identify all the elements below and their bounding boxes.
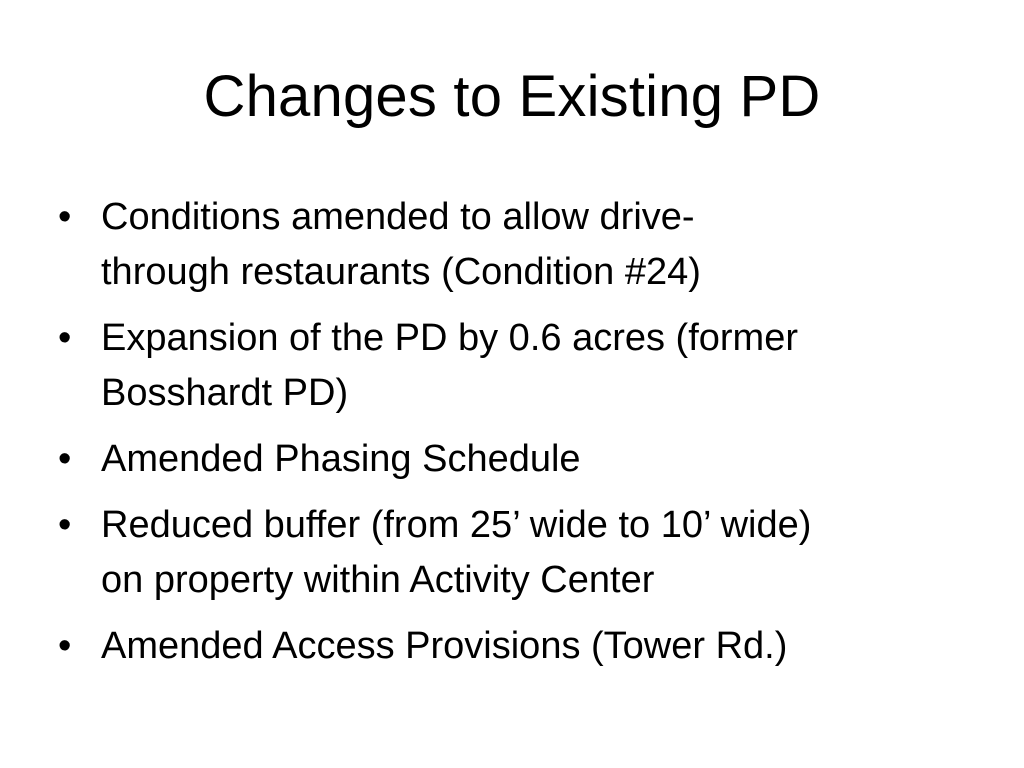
bullet-item: [58, 498, 978, 608]
bullet-item: [58, 190, 978, 300]
bullet-text: Conditions amended to allow drive- through restaurants (Condition #24): [101, 196, 701, 293]
bullet-text: Reduced buffer (from 25’ wide to 10’ wide) on property within Activity Center: [101, 504, 812, 601]
bullet-item: [58, 619, 978, 674]
bullet-dot-icon: •: [58, 317, 72, 359]
bullet-text: Expansion of the PD by 0.6 acres (former Bosshardt PD): [101, 317, 798, 414]
bullet-dot-icon: •: [58, 625, 72, 667]
bullet-list: [58, 190, 978, 685]
slide-title: Changes to Existing PD: [203, 64, 821, 129]
bullet-text: Amended Phasing Schedule: [101, 438, 581, 480]
bullet-dot-icon: •: [58, 504, 72, 546]
bullet-item: [58, 432, 978, 487]
bullet-text: Amended Access Provisions (Tower Rd.): [101, 625, 788, 667]
bullet-item: [58, 311, 978, 421]
bullet-dot-icon: •: [58, 196, 72, 238]
bullet-dot-icon: •: [58, 438, 72, 480]
